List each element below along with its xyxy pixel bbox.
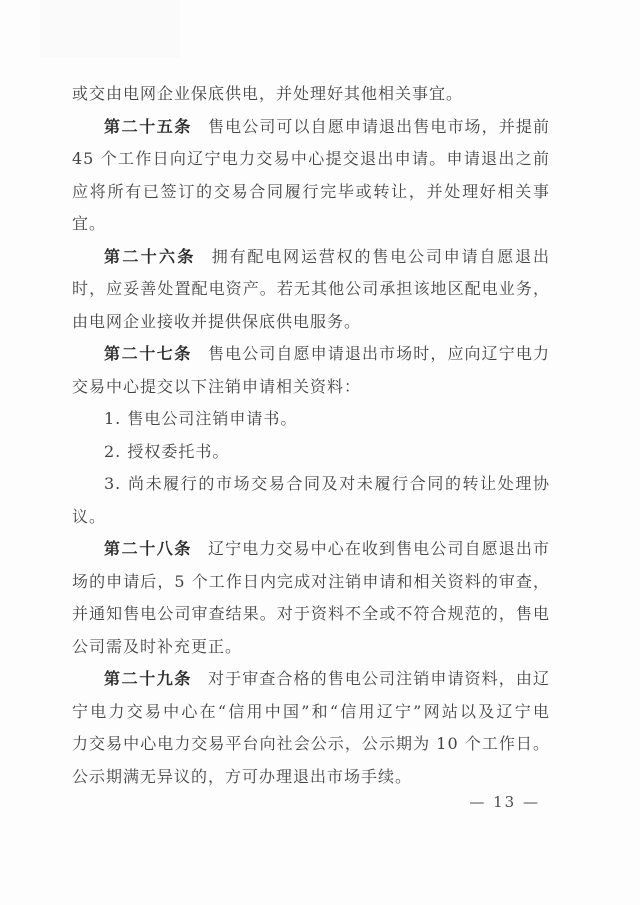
text-line bbox=[72, 761, 550, 794]
text-line bbox=[72, 371, 550, 404]
article-number: 第二十七条 bbox=[104, 344, 193, 363]
line-text: 由电网企业接收并提供保底供电服务。 bbox=[72, 311, 362, 331]
article-heading-line bbox=[72, 111, 550, 144]
line-text: 售电公司可以自愿申请退出售电市场，并提前 bbox=[208, 116, 550, 136]
article-heading-line bbox=[72, 338, 550, 371]
line-text: 45 个工作日向辽宁电力交易中心提交退出申请。申请退出之前 bbox=[72, 149, 550, 168]
text-line bbox=[72, 208, 550, 241]
line-text: 3. 尚未履行的市场交易合同及对未履行合同的转让处理协 bbox=[104, 474, 550, 493]
line-text: 应将所有已签订的交易合同履行完毕或转让，并处理好相关事 bbox=[72, 181, 550, 201]
line-text: 宁电力交易中心在“信用中国”和“信用辽宁”网站以及辽宁电 bbox=[72, 701, 550, 721]
text-line bbox=[72, 306, 550, 339]
article-number: 第二十六条 bbox=[104, 246, 196, 266]
page-number: — 13 — bbox=[469, 793, 540, 811]
text-line bbox=[72, 501, 550, 534]
line-text: 辽宁电力交易中心在收到售电公司自愿退出市 bbox=[208, 539, 550, 558]
scan-artifact-tint bbox=[40, 0, 180, 58]
line-text: 1. 售电公司注销申请书。 bbox=[104, 409, 298, 428]
text-line bbox=[72, 598, 550, 631]
text-line bbox=[72, 631, 550, 664]
article-heading-line bbox=[72, 533, 550, 566]
article-number: 第二十九条 bbox=[104, 669, 193, 688]
line-text: 场的申请后，5 个工作日内完成对注销申请和相关资料的审查， bbox=[72, 571, 550, 591]
line-text: 公司需及时补充更正。 bbox=[72, 636, 243, 656]
text-line bbox=[72, 566, 550, 599]
text-line bbox=[72, 403, 550, 436]
line-text: 并通知售电公司审查结果。对于资料不全或不符合规范的，售电 bbox=[72, 604, 550, 623]
text-line bbox=[72, 728, 550, 761]
article-heading-line bbox=[72, 241, 550, 274]
line-text: 公示期满无异议的，方可办理退出市场手续。 bbox=[72, 766, 413, 786]
line-text: 对于审查合格的售电公司注销申请资料，由辽 bbox=[208, 669, 550, 688]
line-text: 交易中心提交以下注销申请相关资料： bbox=[72, 376, 362, 396]
text-line bbox=[72, 176, 550, 209]
line-text: 或交由电网企业保底供电，并处理好其他相关事宜。 bbox=[72, 84, 464, 103]
text-line bbox=[72, 273, 550, 306]
article-heading-line bbox=[72, 663, 550, 696]
document-body bbox=[72, 78, 550, 793]
line-text: 售电公司自愿申请退出市场时，应向辽宁电力 bbox=[208, 344, 550, 363]
text-line bbox=[72, 143, 550, 176]
line-text: 拥有配电网运营权的售电公司申请自愿退出 bbox=[211, 246, 550, 266]
line-text: 2. 授权委托书。 bbox=[104, 441, 230, 461]
article-number: 第二十八条 bbox=[104, 539, 193, 558]
article-number: 第二十五条 bbox=[104, 116, 193, 136]
line-text: 时，应妥善处置配电资产。若无其他公司承担该地区配电业务， bbox=[72, 279, 550, 298]
text-line bbox=[72, 78, 550, 111]
line-text: 力交易中心电力交易平台向社会公示，公示期为 10 个工作日。 bbox=[72, 734, 550, 753]
line-text: 宜。 bbox=[72, 214, 107, 233]
text-line bbox=[72, 436, 550, 469]
text-line bbox=[72, 696, 550, 729]
text-line bbox=[72, 468, 550, 501]
line-text: 议。 bbox=[72, 506, 107, 526]
